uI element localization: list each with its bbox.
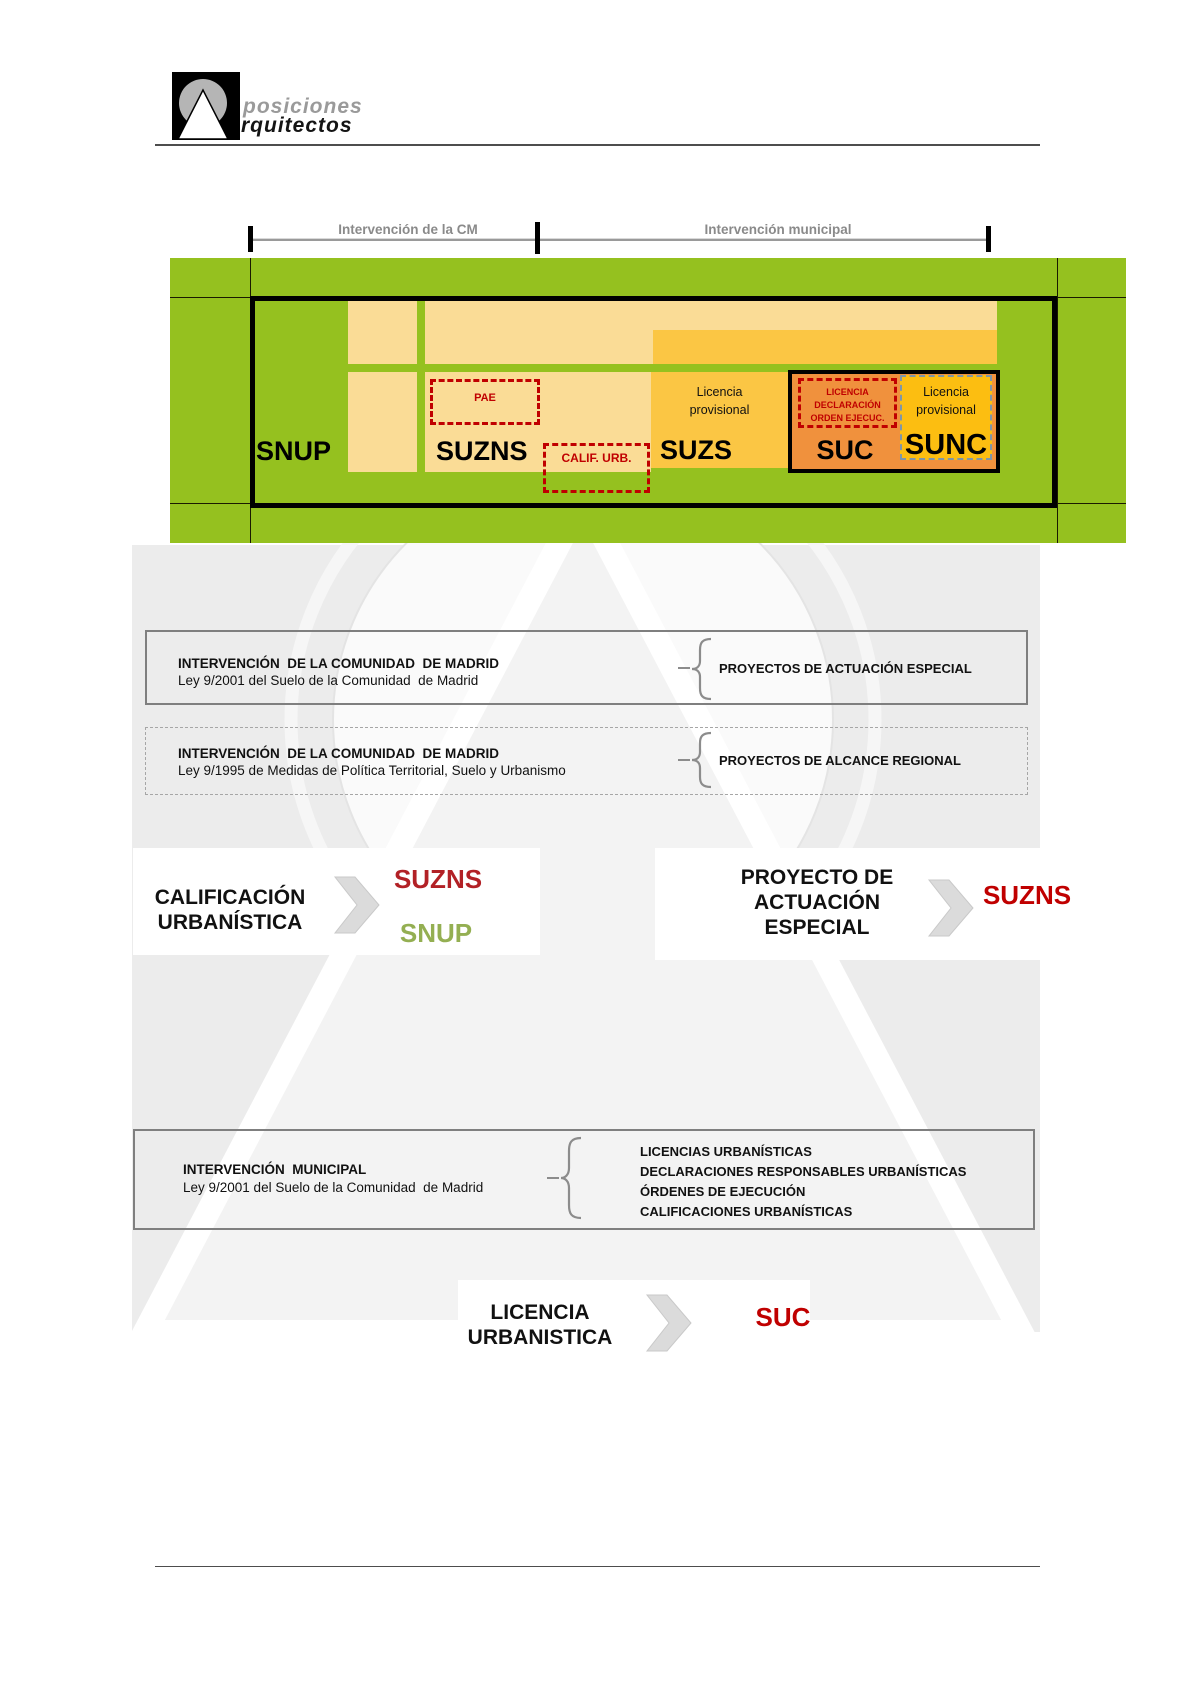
cream-column-top bbox=[348, 301, 417, 364]
suzs-licencia-provisional: Licencia provisional bbox=[689, 385, 750, 417]
calif-urb-box bbox=[543, 443, 650, 493]
bar3-subtitle: Ley 9/2001 del Suelo de la Comunidad de Madrid bbox=[183, 1180, 484, 1195]
bar2-item-proyectos-alcance-regional: PROYECTOS DE ALCANCE REGIONAL bbox=[719, 753, 961, 768]
logo-word-posiciones: posiciones bbox=[243, 95, 363, 118]
logo-word-arquitectos: rquitectos bbox=[241, 114, 353, 137]
bar1-title: INTERVENCIÓN DE LA COMUNIDAD DE MADRID bbox=[178, 656, 500, 671]
bar2-title: INTERVENCIÓN DE LA COMUNIDAD DE MADRID bbox=[178, 746, 500, 761]
pae-label: PAE bbox=[474, 392, 496, 404]
flow-calificacion-arrow-icon bbox=[333, 875, 381, 935]
flow-pae-result-suzns: SUZNS bbox=[982, 880, 1072, 910]
bar2-subtitle: Ley 9/1995 de Medidas de Política Territorial, Suelo y Urbanismo bbox=[178, 763, 566, 778]
bar3-item-declaraciones: DECLARACIONES RESPONSABLES URBANÍSTICAS bbox=[640, 1164, 967, 1179]
bar2-brace bbox=[688, 731, 714, 789]
snup-label: SNUP bbox=[256, 436, 332, 466]
logo-circle-triangle-icon bbox=[172, 72, 240, 140]
flow-licencia-result-suc: SUC bbox=[755, 1302, 811, 1332]
sunc-label: SUNC bbox=[904, 429, 988, 461]
flow-calificacion-source: CALIFICACIÓN URBANÍSTICA bbox=[154, 886, 306, 934]
ruler-tick-middle bbox=[535, 222, 540, 254]
bar1-item-proyectos-actuacion-especial: PROYECTOS DE ACTUACIÓN ESPECIAL bbox=[719, 661, 972, 676]
ruler-tick-right bbox=[986, 226, 991, 252]
bar3-item-calificaciones: CALIFICACIONES URBANÍSTICAS bbox=[640, 1204, 853, 1219]
logo-mark bbox=[172, 72, 240, 140]
gold-top-strip bbox=[653, 330, 997, 364]
suc-label: SUC bbox=[816, 435, 874, 465]
flow-licencia-arrow-icon bbox=[645, 1293, 693, 1353]
ruler-label-municipal: Intervención municipal bbox=[704, 222, 852, 237]
ruler-label-cm: Intervención de la CM bbox=[338, 222, 478, 237]
flow-pae-arrow-icon bbox=[927, 878, 975, 938]
cream-column-bottom bbox=[348, 372, 417, 472]
flow-pae-source: PROYECTO DE ACTUACIÓN ESPECIAL bbox=[740, 866, 894, 939]
bar3-brace bbox=[556, 1136, 584, 1220]
flow-calificacion-result-snup: SNUP bbox=[399, 918, 473, 948]
suzs-label: SUZS bbox=[660, 435, 733, 465]
ruler-tick-left bbox=[248, 226, 253, 252]
footer-rule bbox=[155, 1566, 1040, 1567]
header-rule bbox=[155, 144, 1040, 146]
band-grid-vline-right bbox=[1057, 258, 1058, 543]
suc-orders-box bbox=[798, 378, 897, 428]
bar1-subtitle: Ley 9/2001 del Suelo de la Comunidad de Madrid bbox=[178, 673, 479, 688]
flow-calificacion-result-suzns: SUZNS bbox=[393, 864, 483, 894]
flow-licencia-source: LICENCIA URBANISTICA bbox=[467, 1301, 613, 1349]
suc-orders-line3: ORDEN EJECUC. bbox=[810, 413, 885, 423]
bar3-item-licencias: LICENCIAS URBANÍSTICAS bbox=[640, 1144, 812, 1159]
suc-orders-line1: LICENCIA bbox=[826, 387, 869, 397]
ruler-line bbox=[250, 238, 988, 241]
pae-box bbox=[430, 379, 540, 425]
bar3-item-ordenes: ÓRDENES DE EJECUCIÓN bbox=[640, 1184, 806, 1199]
suzns-label: SUZNS bbox=[436, 436, 528, 466]
suc-orders-line2: DECLARACIÓN bbox=[814, 400, 881, 410]
bar3-title: INTERVENCIÓN MUNICIPAL bbox=[183, 1162, 367, 1177]
sunc-licencia-provisional: Licencia provisional bbox=[916, 385, 976, 417]
calif-urb-label: CALIF. URB. bbox=[561, 451, 632, 465]
bar1-brace bbox=[688, 637, 714, 701]
